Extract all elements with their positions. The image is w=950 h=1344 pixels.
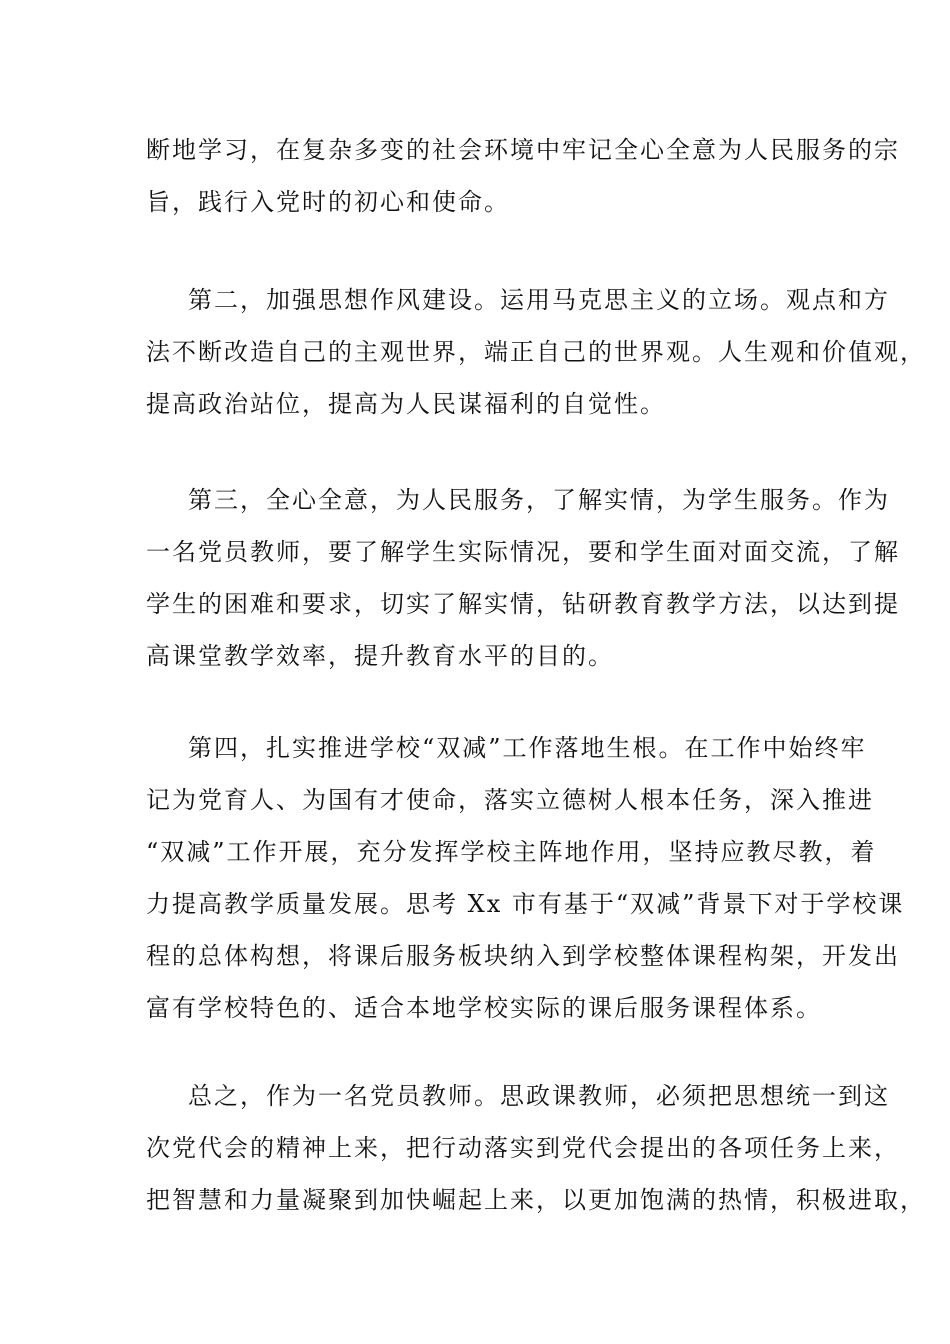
text-line: 力提高教学质量发展。思考 Xx 市有基于“双减”背景下对于学校课 bbox=[146, 890, 905, 918]
text-line: “双减”工作开展，充分发挥学校主阵地作用，坚持应教尽教，着 bbox=[146, 838, 877, 866]
text-line: 第四，扎实推进学校“双减”工作落地生根。在工作中始终牢 bbox=[188, 734, 867, 762]
text-line: 一名党员教师，要了解学生实际情况，要和学生面对面交流，了解 bbox=[146, 538, 900, 566]
text-line: 提高政治站位，提高为人民谋福利的自觉性。 bbox=[146, 390, 666, 418]
text-line: 第三，全心全意，为人民服务，了解实情，为学生服务。作为 bbox=[188, 486, 890, 514]
text-line: 把智慧和力量凝聚到加快崛起上来，以更加饱满的热情，积极进取， bbox=[146, 1186, 926, 1214]
text-line: 旨，践行入党时的初心和使命。 bbox=[146, 188, 510, 216]
paragraph-fourth bbox=[146, 722, 905, 1034]
text-line: 断地学习，在复杂多变的社会环境中牢记全心全意为人民服务的宗 bbox=[146, 136, 900, 164]
text-line: 程的总体构想，将课后服务板块纳入到学校整体课程构架，开发出 bbox=[146, 942, 900, 970]
text-line: 法不断改造自己的主观世界，端正自己的世界观。人生观和价值观， bbox=[146, 338, 926, 366]
text-line: 记为党育人、为国有才使命，落实立德树人根本任务，深入推进 bbox=[146, 786, 874, 814]
paragraph-second bbox=[146, 274, 926, 430]
text-line: 总之，作为一名党员教师。思政课教师，必须把思想统一到这 bbox=[188, 1082, 890, 1110]
text-line: 次党代会的精神上来，把行动落实到党代会提出的各项任务上来， bbox=[146, 1134, 900, 1162]
paragraph-continuation bbox=[146, 124, 900, 228]
paragraph-conclusion bbox=[146, 1070, 926, 1226]
paragraph-third bbox=[146, 474, 900, 682]
text-line: 高课堂教学效率，提升教育水平的目的。 bbox=[146, 642, 614, 670]
text-line: 学生的困难和要求，切实了解实情，钻研教育教学方法，以达到提 bbox=[146, 590, 900, 618]
text-line: 富有学校特色的、适合本地学校实际的课后服务课程体系。 bbox=[146, 994, 822, 1022]
text-line: 第二，加强思想作风建设。运用马克思主义的立场。观点和方 bbox=[188, 286, 890, 314]
